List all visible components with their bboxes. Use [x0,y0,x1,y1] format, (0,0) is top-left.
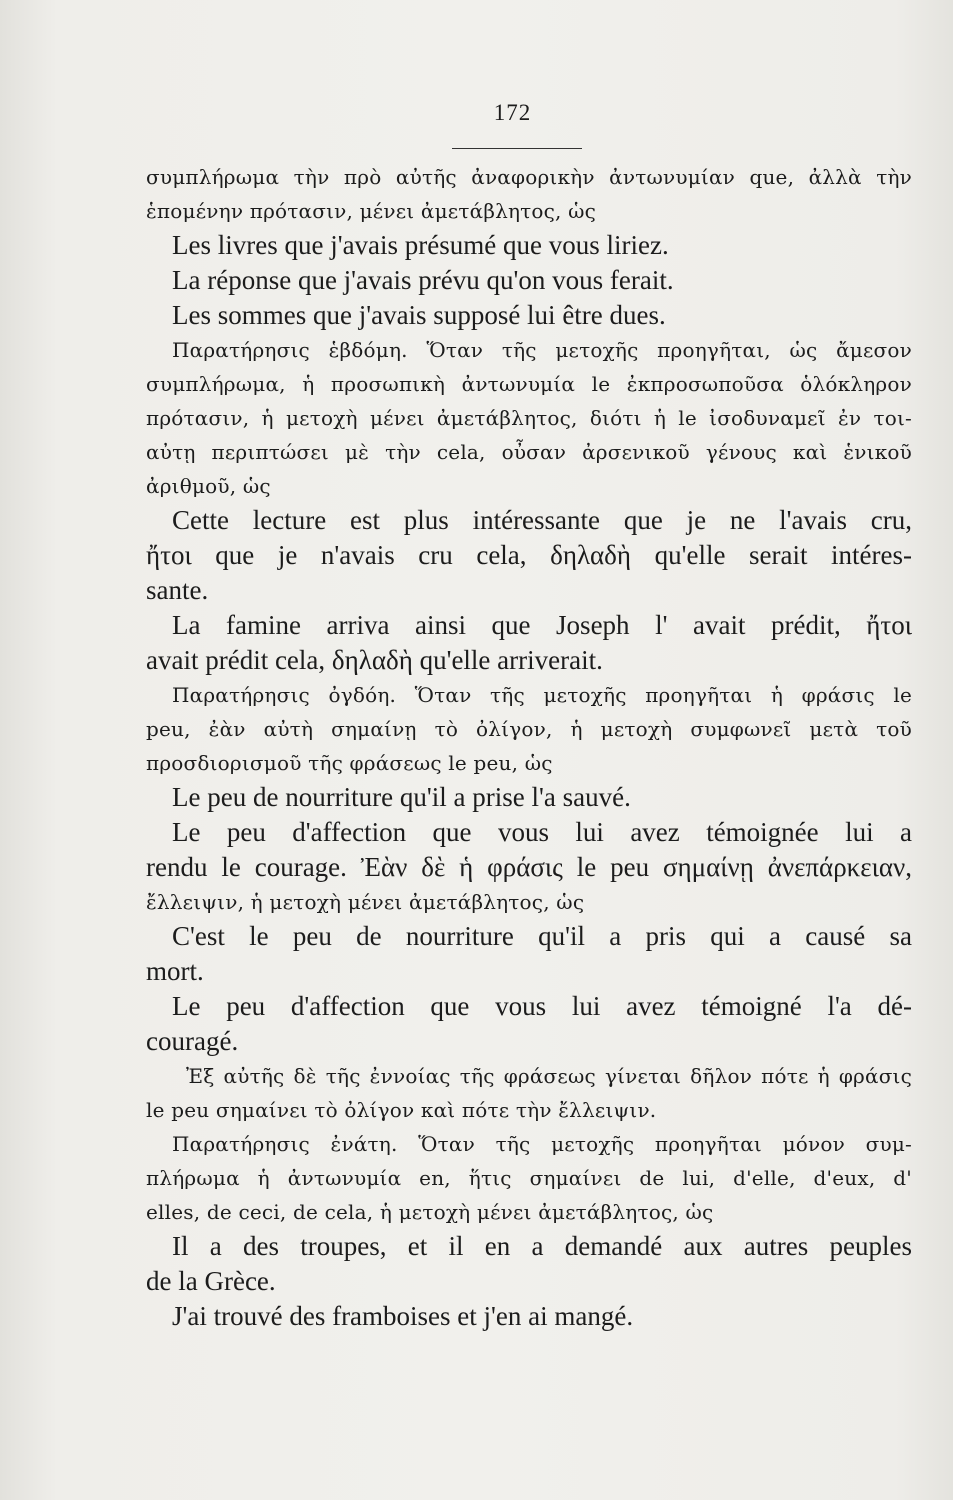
text-line: Cette lecture est plus intéressante que je ne l'avais cru, [172,505,912,535]
text-line: Le peu de nourriture qu'il a prise l'a sauvé. [172,782,631,812]
text-line: J'ai trouvé des framboises et j'en ai mangé. [172,1301,634,1331]
text-line: συμπλήρωμα τὴν πρὸ αὐτῆς ἀναφορικὴν ἀντωνυμίαν que, ἀλλὰ τὴν [146,165,912,189]
text-line: Ἐξ αὐτῆς δὲ τῆς ἐννοίας τῆς φράσεως γίνεται δῆλον πότε ἡ φράσις [186,1064,912,1088]
text-line: sante. [146,575,209,605]
text-line: elles, de ceci, de cela, ἡ μετοχὴ μένει ἀμετάβλητος, ὡς [146,1200,714,1224]
text-line: Παρατήρησις ἐνάτη. Ὅταν τῆς μετοχῆς προηγῆται μόνον συμ- [172,1132,912,1156]
text-line: mort. [146,956,204,986]
text-line: couragé. [146,1026,239,1056]
text-line: Les sommes que j'avais supposé lui être dues. [172,300,666,330]
page-number-rule [452,148,582,149]
text-line: Les livres que j'avais présumé que vous liriez. [172,230,669,260]
text-line: Il a des troupes, et il en a demandé aux autres peuples [172,1231,912,1261]
text-line: αὐτῃ περιπτώσει μὲ τὴν cela, οὖσαν ἀρσενικοῦ γένους καὶ ἑνικοῦ [146,440,912,464]
text-line: συμπλήρωμα, ἡ προσωπικὴ ἀντωνυμία le ἐκπροσωποῦσα ὁλόκληρον [146,372,912,396]
text-line: rendu le courage. Ἐὰν δὲ ἡ φράσις le peu σημαίνῃ ἀνεπάρκειαν, [146,852,912,882]
text-line: πρότασιν, ἡ μετοχὴ μένει ἀμετάβλητος, διότι ἡ le ἰσοδυναμεῖ ἐν τοι- [146,406,912,430]
text-line: avait prédit cela, δηλαδὴ qu'elle arriverait. [146,645,603,675]
text-line: ἤτοι que je n'avais cru cela, δηλαδὴ qu'elle serait intéres- [146,540,912,570]
text-line: La réponse que j'avais prévu qu'on vous ferait. [172,265,674,295]
text-line: Le peu d'affection que vous lui avez témoignée lui a [172,817,912,847]
text-line: peu, ἐὰν αὐτὴ σημαίνῃ τὸ ὀλίγον, ἡ μετοχὴ συμφωνεῖ μετὰ τοῦ [146,717,912,741]
text-line: Παρατήρησις ἑβδόμη. Ὅταν τῆς μετοχῆς προηγῆται, ὡς ἄμεσον [172,338,912,362]
body-text [146,160,912,1334]
text-line: ἀριθμοῦ, ὡς [146,474,271,498]
text-line: le peu σημαίνει τὸ ὀλίγον καὶ πότε τὴν ἔλλειψιν. [146,1098,657,1122]
text-line: La famine arriva ainsi que Joseph l' avait prédit, ἤτοι [172,610,912,640]
text-line: C'est le peu de nourriture qu'il a pris qui a causé sa [172,921,912,951]
text-line: Παρατήρησις ὀγδόη. Ὅταν τῆς μετοχῆς προηγῆται ἡ φράσις le [172,683,912,707]
text-line: Le peu d'affection que vous lui avez témoigné l'a dé- [172,991,912,1021]
text-line: ἔλλειψιν, ἡ μετοχὴ μένει ἀμετάβλητος, ὡς [146,890,585,914]
text-line: πλήρωμα ἡ ἀντωνυμία en, ἥτις σημαίνει de lui, d'elle, d'eux, d' [146,1166,912,1190]
text-line: προσδιορισμοῦ τῆς φράσεως le peu, ὡς [146,751,553,775]
text-line: ἑπομένην πρότασιν, μένει ἀμετάβλητος, ὡς [146,199,597,223]
text-line: de la Grèce. [146,1266,276,1296]
page-number: 172 [493,100,532,125]
